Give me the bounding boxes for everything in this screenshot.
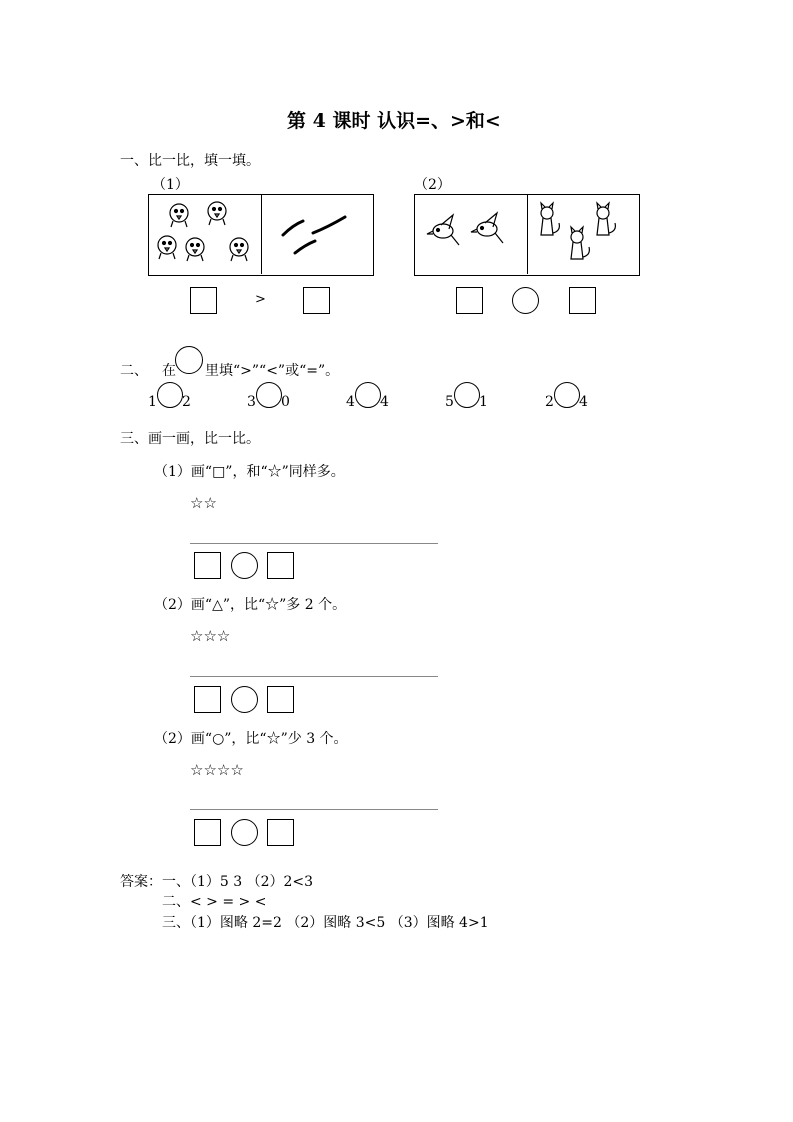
q3-text: （2）画“○”，比“☆”少 3 个。: [154, 731, 348, 747]
compare-item-4-left: 5: [445, 394, 454, 410]
answer-box-2b[interactable]: [569, 287, 596, 314]
picture-box-chicks-worms: [148, 194, 374, 276]
worms-illustration: [273, 211, 363, 261]
q1-answer-box-right[interactable]: [267, 552, 294, 579]
cats-illustration: [531, 199, 635, 271]
q1-stars: ☆☆: [190, 494, 217, 512]
compare-item-5-right: 4: [579, 394, 588, 410]
answer-box-1b[interactable]: [303, 287, 330, 314]
section3-heading: 三、画一画，比一比。: [120, 431, 260, 447]
compare-circle-1[interactable]: [157, 382, 183, 408]
birds-illustration: [421, 209, 521, 259]
q1-draw-line[interactable]: [190, 543, 438, 544]
q2-text: （2）画“△”，比“☆”多 2 个。: [154, 597, 347, 613]
compare-circle-3[interactable]: [355, 382, 381, 408]
circle-sample: [175, 346, 203, 374]
q1-text: （1）画“□”，和“☆”同样多。: [154, 464, 345, 480]
answer-circle-2[interactable]: [512, 287, 539, 314]
q3-answer-box-right[interactable]: [267, 819, 294, 846]
q2-answer-box-left[interactable]: [194, 686, 221, 713]
part1-label: （1）: [152, 177, 189, 193]
q3-stars: ☆☆☆☆: [190, 761, 244, 779]
compare-circle-2[interactable]: [256, 382, 282, 408]
compare-item-4-right: 1: [479, 394, 488, 410]
compare-item-1-right: 2: [182, 394, 191, 410]
answer-box-1a[interactable]: [190, 287, 217, 314]
section2-heading-suffix: 里填“>”“<”或“=”。: [205, 363, 340, 379]
part2-label: （2）: [414, 177, 451, 193]
answer-line-1: 答案：一、（1）5 3 （2）2<3: [120, 874, 314, 890]
q3-answer-box-left[interactable]: [194, 819, 221, 846]
q2-answer-circle[interactable]: [231, 686, 258, 713]
section2-heading-prefix: 二、: [120, 363, 148, 379]
compare-item-3-left: 4: [346, 394, 355, 410]
compare-sign: >: [255, 292, 266, 307]
compare-item-2-left: 3: [247, 394, 256, 410]
compare-item-3-right: 4: [380, 394, 389, 410]
answer-line-2: 二、< > = > <: [162, 894, 267, 910]
q1-answer-box-left[interactable]: [194, 552, 221, 579]
box-divider: [261, 194, 262, 274]
section2-heading-mid: 在: [162, 363, 176, 379]
picture-box-birds-cats: [414, 194, 640, 276]
answer-line-3: 三、（1）图略 2=2 （2）图略 3<5 （3）图略 4>1: [162, 915, 489, 931]
q1-answer-circle[interactable]: [231, 552, 258, 579]
compare-circle-4[interactable]: [454, 382, 480, 408]
q2-stars: ☆☆☆: [190, 627, 231, 645]
q2-answer-box-right[interactable]: [267, 686, 294, 713]
q3-draw-line[interactable]: [190, 809, 438, 810]
chicks-illustration: [153, 199, 257, 271]
q2-draw-line[interactable]: [190, 676, 438, 677]
compare-item-2-right: 0: [281, 394, 290, 410]
page-title: 第 4 课时 认识=、>和<: [287, 110, 501, 132]
answer-box-2a[interactable]: [456, 287, 483, 314]
section1-heading: 一、比一比，填一填。: [120, 153, 260, 169]
box-divider: [527, 194, 528, 274]
q3-answer-circle[interactable]: [231, 819, 258, 846]
compare-item-1-left: 1: [148, 394, 157, 410]
compare-circle-5[interactable]: [554, 382, 580, 408]
compare-item-5-left: 2: [545, 394, 554, 410]
